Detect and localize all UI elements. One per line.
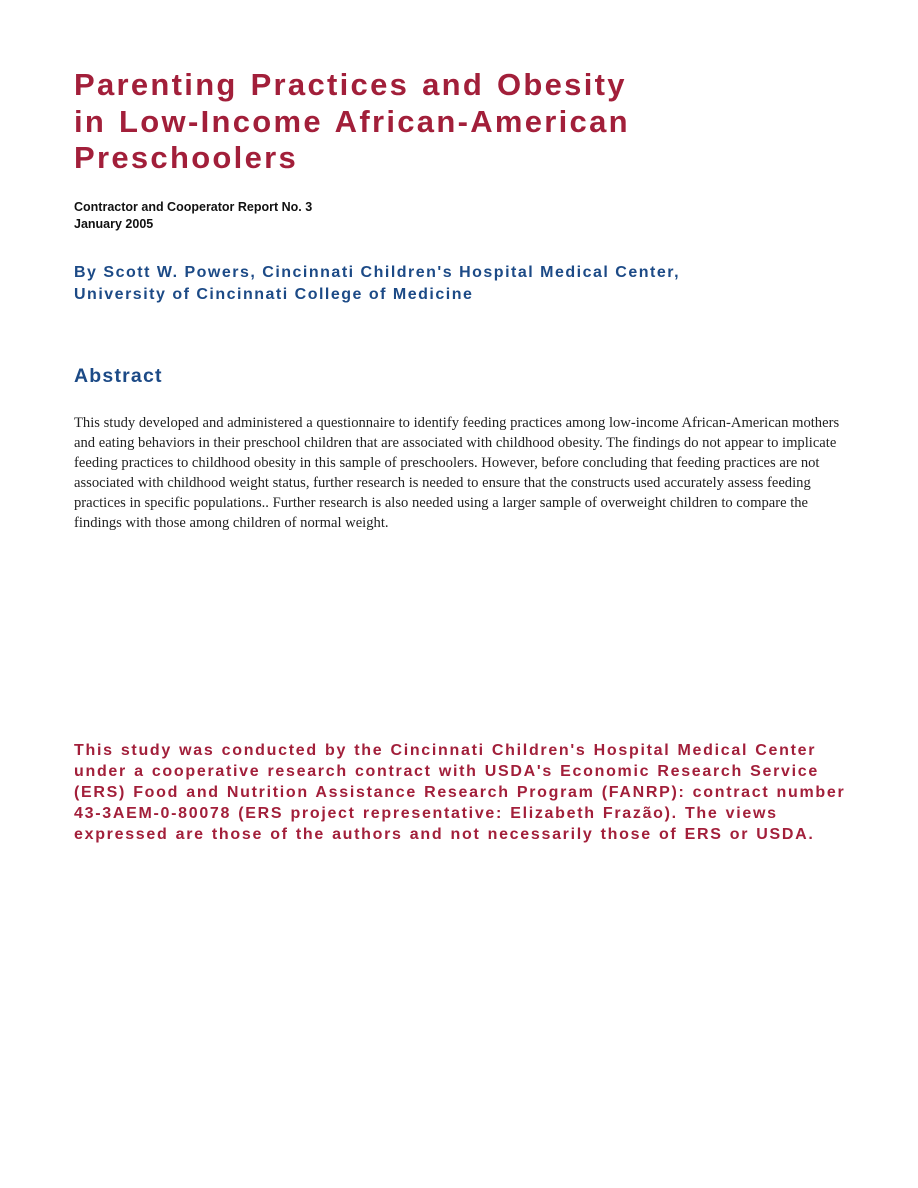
abstract-heading: Abstract [74, 365, 163, 387]
report-title [74, 67, 854, 177]
report-date: January 2005 [74, 217, 154, 231]
funding-note: This study was conducted by the Cincinnati Children's Hospital Medical Center under a cooperative research contract with USDA's Economic Research Service (ERS) Food and Nutrition Assistance Research Program (FANRP): contract number 43-3AEM-0-80078 (ERS project representative: Elizabeth Frazão). The views expressed are those of the authors and not necessarily those of ERS or USDA. [74, 742, 846, 843]
author-line-1: By Scott W. Powers, Cincinnati Children's Hospital Medical Center, [74, 264, 681, 281]
report-title-line-2: in Low-Income African-American [74, 103, 630, 139]
abstract-text: This study developed and administered a questionnaire to identify feeding practices among low-income African-American mothers and eating behaviors in their preschool children that are associated with childhood obesity. The findings do not appear to implicate feeding practices to childhood obesity in this sample of preschoolers. However, before concluding that feeding practices are not associated with childhood weight status, further research is needed to ensure that the constructs used accurately assess feeding practices in specific populations.. Further research is also needed using a larger sample of overweight children to compare the findings with those among children of normal weight. [74, 415, 840, 531]
report-title-line-3: Preschoolers [74, 140, 299, 175]
report-number: Contractor and Cooperator Report No. 3 [74, 200, 313, 214]
report-info [74, 199, 312, 233]
report-title-line-1: Parenting Practices and Obesity [74, 67, 627, 102]
author-line-2: University of Cincinnati College of Medicine [74, 286, 474, 303]
author-byline [74, 262, 874, 306]
